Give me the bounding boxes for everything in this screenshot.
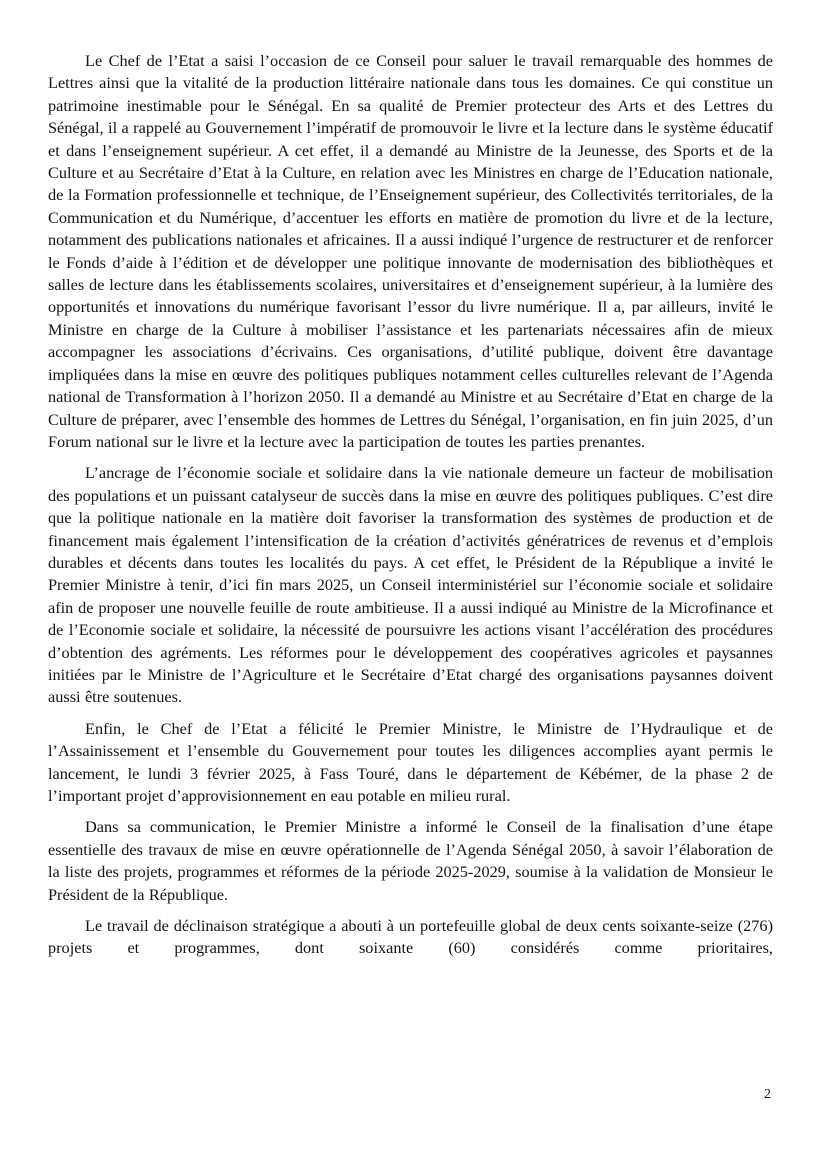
paragraph-economie-sociale: L’ancrage de l’économie sociale et solidaire dans la vie nationale demeure un facteur de mobilisation des populations et un puissant catalyseur de succès dans la mise en œuvre des politiques publiques. C’est dire que la politique nationale en la matière doit favoriser la transformation des systèmes de production et de financement mais également l’intensification de la création d’activités génératrices de revenus et d’emplois durables et décents dans toutes les localités du pays. A cet effet, le Président de la République a invité le Premier Ministre à tenir, d’ici fin mars 2025, un Conseil interministériel sur l’économie sociale et solidaire afin de proposer une nouvelle feuille de route ambitieuse. Il a aussi indiqué au Ministre de la Microfinance et de l’Economie sociale et solidaire, la nécessité de poursuivre les actions visant l’accélération des procédures d’obtention des agréments. Les réformes pour le développement des coopératives agricoles et paysannes initiées par le Ministre de l’Agriculture et le Secrétaire d’Etat chargé des organisations paysannes doivent aussi être soutenues. — [48, 463, 773, 707]
paragraph-culture-livre: Le Chef de l’Etat a saisi l’occasion de ce Conseil pour saluer le travail remarquable des hommes de Lettres ainsi que la vitalité de la production littéraire nationale dans tous les domaines. Ce qui constitue un patrimoine inestimable pour le Sénégal. En sa qualité de Premier protecteur des Arts et des Lettres du Sénégal, il a rappelé au Gouvernement l’impératif de promouvoir le livre et la lecture dans le système éducatif et dans l’enseignement supérieur. A cet effet, il a demandé au Ministre de la Jeunesse, des Sports et de la Culture et au Secrétaire d’Etat à la Culture, en relation avec les Ministres en charge de l’Education nationale, de la Formation professionnelle et technique, de l’Enseignement supérieur, des Collectivités territoriales, de la Communication et du Numérique, d’accentuer les efforts en matière de promotion du livre et de la lecture, notamment des publications nationales et africaines. Il a aussi indiqué l’urgence de restructurer et de renforcer le Fonds d’aide à l’édition et de développer une politique innovante de modernisation des bibliothèques et salles de lecture dans les établissements scolaires, universitaires et d’enseignement supérieur, à la lumière des opportunités et innovations du numérique favorisant l’essor du livre numérique. Il a, par ailleurs, invité le Ministre en charge de la Culture à mobiliser l’assistance et les partenariats nécessaires afin de mieux accompagner les associations d’écrivains. Ces organisations, d’utilité publique, doivent être davantage impliquées dans la mise en œuvre des politiques publiques notamment celles culturelles relevant de l’Agenda national de Transformation à l’horizon 2050. Il a demandé au Ministre et au Secrétaire d’Etat en charge de la Culture de préparer, avec l’ensemble des hommes de Lettres du Sénégal, l’organisation, en fin juin 2025, d’un Forum national sur le livre et la lecture avec la participation de toutes les parties prenantes. — [48, 51, 773, 451]
paragraph-communication-pm: Dans sa communication, le Premier Ministre a informé le Conseil de la finalisation d’une étape essentielle des travaux de mise en œuvre opérationnelle de l’Agenda Sénégal 2050, à savoir l’élaboration de la liste des projets, programmes et réformes de la période 2025-2029, soumise à la validation de Monsieur le Président de la République. — [48, 817, 773, 904]
page-number: 2 — [764, 1087, 771, 1102]
paragraph-hydraulique: Enfin, le Chef de l’Etat a félicité le Premier Ministre, le Ministre de l’Hydraulique et de l’Assainissement et l’ensemble du Gouvernement pour toutes les diligences accomplies ayant permis le lancement, le lundi 3 février 2025, à Fass Touré, dans le département de Kébémer, de la phase 2 de l’important projet d’approvisionnement en eau potable en milieu rural. — [48, 718, 773, 805]
page-content — [48, 50, 773, 969]
paragraph-portefeuille-projets: Le travail de déclinaison stratégique a abouti à un portefeuille global de deux cents soixante-seize (276) projets et programmes, dont soixante (60) considérés comme prioritaires, — [48, 916, 773, 958]
